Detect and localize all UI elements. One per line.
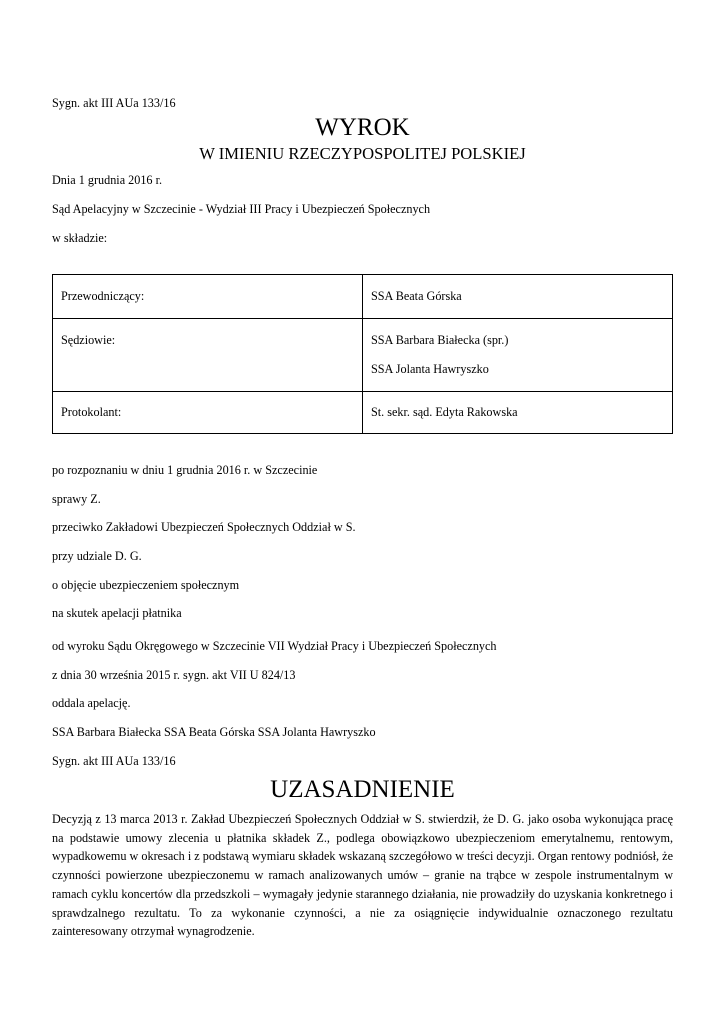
court-composition-table: [52, 274, 673, 434]
table-cell: [53, 319, 363, 392]
justification-paragraph: Decyzją z 13 marca 2013 r. Zakład Ubezpieczeń Społecznych Oddział w S. stwierdził, że D. G. jako osoba wykonująca pracę na podstawie umowy zlecenia u płatnika składek Z., podlega obowiązkowo ubezpieczeniom emerytalnemu, rentowym, wypadkowemu w okresach i z podstawą wymiaru składek wskazaną szczegółowo w treści decyzji. Organ rentowy podniósł, że czynności powierzone ubezpieczonemu w ramach analizowanych umów – granie na trąbce w zespole instrumentalnym w ramach cyklu koncertów dla przedszkoli – wymagały jedynie starannego działania, nie prowadziły do uzyskania konkretnego i sprawdzalnego rezultatu. To za wykonanie czynności, a nie za osiągnięcie indywidualnie oznaczonego rezultatu zainteresowany otrzymał wynagrodzenie.: [52, 812, 673, 939]
judge-1: SSA Barbara Białecka (spr.): [371, 333, 509, 347]
ruling-decision: oddala apelację.: [52, 696, 131, 710]
judgment-subtitle: W IMIENIU RZECZYPOSPOLITEJ POLSKIEJ: [199, 144, 526, 163]
chair-value: SSA Beata Górska: [371, 289, 462, 303]
court-name: Sąd Apelacyjny w Szczecinie - Wydział III Pracy i Ubezpieczeń Społecznych: [52, 202, 431, 216]
ruling-line: po rozpoznaniu w dniu 1 grudnia 2016 r. w Szczecinie: [52, 463, 318, 477]
table-row: [53, 392, 673, 434]
justification-signature: Sygn. akt III AUa 133/16: [52, 754, 176, 768]
chair-label: Przewodniczący:: [61, 289, 145, 303]
table-cell: [53, 392, 363, 434]
ruling-line: sprawy Z.: [52, 492, 101, 506]
table-cell: [363, 275, 673, 319]
table-cell: [363, 392, 673, 434]
clerk-label: Protokolant:: [61, 405, 122, 419]
ruling-line: przeciwko Zakładowi Ubezpieczeń Społecznych Oddział w S.: [52, 520, 356, 534]
case-signature: Sygn. akt III AUa 133/16: [52, 96, 176, 110]
table-cell: [53, 275, 363, 319]
judges-signatures: SSA Barbara Białecka SSA Beata Górska SSA Jolanta Hawryszko: [52, 725, 376, 739]
table-row: [53, 275, 673, 319]
ruling-line: od wyroku Sądu Okręgowego w Szczecinie VII Wydział Pracy i Ubezpieczeń Społecznych: [52, 639, 497, 653]
judge-2: SSA Jolanta Hawryszko: [371, 362, 489, 376]
table-row: [53, 319, 673, 392]
table-cell: [363, 319, 673, 392]
ruling-line: z dnia 30 września 2015 r. sygn. akt VII U 824/13: [52, 668, 296, 682]
clerk-value: St. sekr. sąd. Edyta Rakowska: [371, 405, 518, 419]
ruling-line: na skutek apelacji płatnika: [52, 606, 182, 620]
ruling-line: o objęcie ubezpieczeniem społecznym: [52, 578, 240, 592]
judges-label: Sędziowie:: [61, 333, 116, 347]
composition-intro: w składzie:: [52, 231, 108, 245]
judgment-title: WYROK: [315, 114, 410, 141]
judgment-date: Dnia 1 grudnia 2016 r.: [52, 173, 163, 187]
justification-title: UZASADNIENIE: [270, 776, 455, 803]
ruling-line: przy udziale D. G.: [52, 549, 142, 563]
